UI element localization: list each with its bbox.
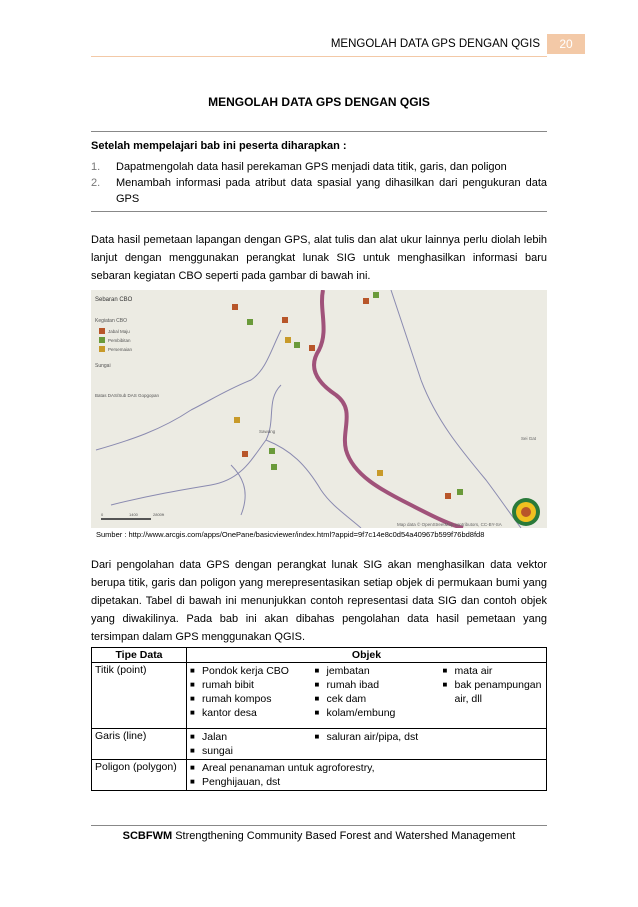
running-header: MENGOLAH DATA GPS DENGAN QGIS bbox=[330, 38, 540, 50]
map-legend-title: Sebaran CBO bbox=[95, 297, 133, 303]
body-paragraph: Dari pengolahan data GPS dengan perangkat lunak SIG akan menghasilkan data vektor berupa titik, garis dan poligon yang merepresentasikan setiap objek di permukaan bumi yang dipetakan. Tabel di bawah ini menunjukkan contoh representasi data SIG dan contoh objek yang diwakilinya. Pada bab ini akan dibahas pengolahan data hasil pemetaan yang tersimpan dalam GPS menggunakan QGIS. bbox=[91, 559, 547, 643]
list-item: ■ jembatan bbox=[314, 665, 370, 677]
table-header: Tipe Data bbox=[92, 648, 187, 663]
table-cell-type: Garis (line) bbox=[92, 729, 187, 760]
objective-item bbox=[91, 175, 547, 207]
table-header: Objek bbox=[187, 648, 547, 663]
list-item: ■ Pondok kerja CBO bbox=[190, 665, 289, 677]
scbfwm-logo bbox=[512, 498, 540, 526]
map-legend-batas: Batas DAS/Sub DAS Gopgopan bbox=[95, 393, 160, 398]
map-place-label: Sawang bbox=[259, 429, 276, 434]
list-item: ■ kantor desa bbox=[190, 707, 257, 719]
list-item: ■ cek dam bbox=[314, 693, 367, 705]
map-scale-label: 0 bbox=[101, 512, 104, 517]
map-scale-label: 1400 bbox=[129, 512, 138, 517]
list-item: ■ kolam/embung bbox=[314, 707, 396, 719]
map-legend-group: Kegiatan CBO bbox=[95, 318, 127, 324]
map-legend-item: Persemaian bbox=[108, 347, 133, 352]
list-item: ■ rumah kompos bbox=[190, 693, 272, 705]
objective-text: Dapatmengolah data hasil perekaman GPS menjadi data titik, garis, dan poligon bbox=[116, 161, 507, 173]
table-cell-type: Titik (point) bbox=[92, 663, 187, 729]
table-row bbox=[92, 729, 547, 760]
map-legend-item: Jabal Maju bbox=[108, 329, 130, 334]
intro-paragraph: Data hasil pemetaan lapangan dengan GPS, alat tulis dan alat ukur lainnya perlu diolah lebih lanjut dengan menggunakan perangkat lunak SIG untuk menghasilkan informasi baru sebaran kegiatan CBO seperti pada gambar di bawah ini. bbox=[91, 234, 547, 282]
list-item: ■ sungai bbox=[190, 745, 233, 757]
objective-item bbox=[91, 159, 547, 175]
map-legend-item: Pembibitan bbox=[108, 338, 131, 343]
list-item: ■ saluran air/pipa, dst bbox=[314, 731, 419, 743]
map-legend-sungai: Sungai bbox=[95, 363, 111, 369]
list-item: ■ Jalan bbox=[190, 731, 228, 743]
objectives-box bbox=[91, 131, 547, 212]
table-cell-type: Poligon (polygon) bbox=[92, 760, 187, 791]
table-row bbox=[92, 663, 547, 729]
footer-divider bbox=[91, 825, 547, 826]
list-item: ■ rumah ibad bbox=[314, 679, 380, 691]
list-item: ■ Areal penanaman untuk agroforestry, bbox=[190, 762, 375, 774]
list-item: ■ mata air bbox=[442, 665, 493, 677]
objective-text: Menambah informasi pada atribut data spasial yang dihasilkan dari pengukuran data GPS bbox=[116, 177, 547, 205]
footer-text: Strengthening Community Based Forest and Watershed Management bbox=[172, 830, 516, 842]
objectives-heading: Setelah mempelajari bab ini peserta diharapkan : bbox=[91, 140, 347, 152]
footer-bold: SCBFWM bbox=[122, 830, 173, 842]
header-divider bbox=[91, 56, 547, 57]
page-title: MENGOLAH DATA GPS DENGAN QGIS bbox=[208, 95, 430, 109]
data-type-table bbox=[91, 647, 547, 791]
page-number: 20 bbox=[547, 34, 585, 54]
table-row bbox=[92, 760, 547, 791]
list-item: ■ rumah bibit bbox=[190, 679, 254, 691]
cbo-map-image bbox=[91, 290, 547, 528]
map-attribution: Map data © OpenStreetMap contributors, CC-BY-SA bbox=[397, 522, 502, 527]
list-item: ■ Penghijauan, dst bbox=[190, 776, 281, 788]
objective-number: 1. bbox=[91, 161, 101, 173]
page-footer bbox=[0, 830, 638, 842]
objective-number: 2. bbox=[91, 177, 101, 189]
list-item: ■ bak penampungan air, dll bbox=[442, 679, 542, 705]
map-right-label: Sei Gat bbox=[521, 436, 537, 441]
map-scale-label: 2800ft bbox=[153, 512, 165, 517]
map-caption: Sumber : http://www.arcgis.com/apps/OnePane/basicviewer/index.html?appid=9f7c14e8c0d54a40967b599f76bd8fd8 bbox=[96, 530, 485, 539]
